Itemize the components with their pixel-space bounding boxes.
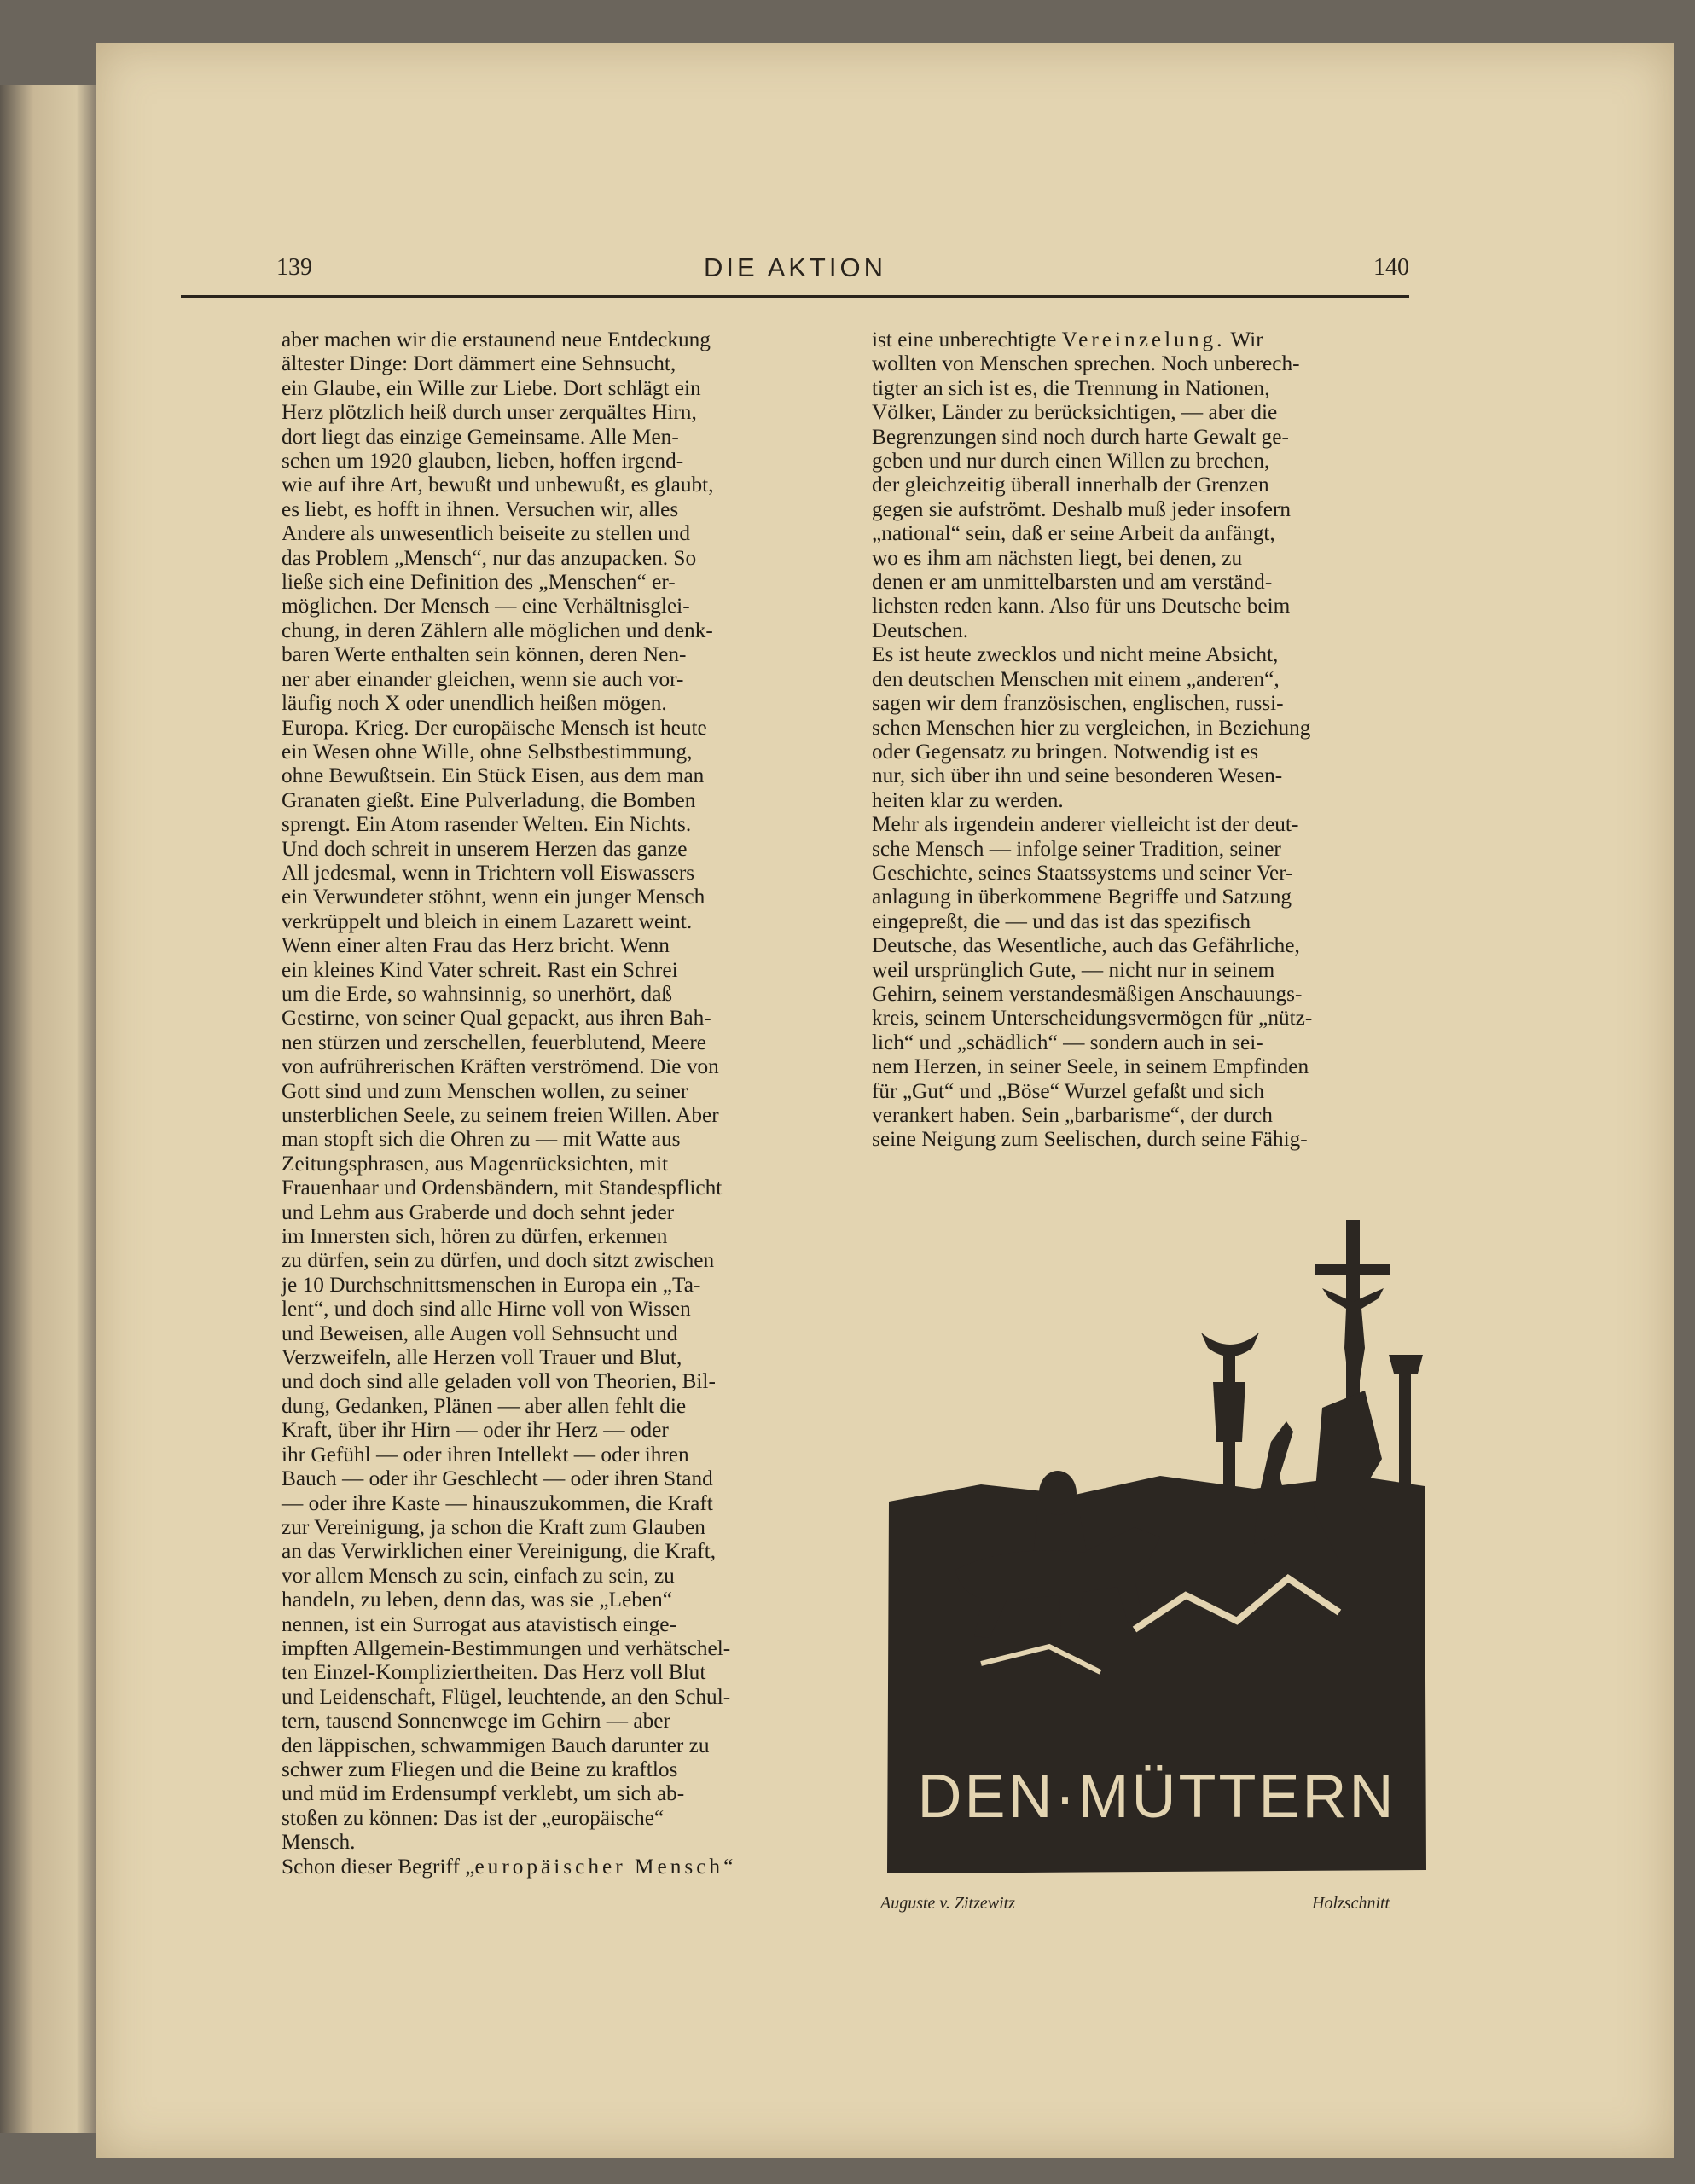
text-line: Herz plötzlich heiß durch unser zerquältes Hirn,	[282, 400, 697, 425]
text-line: von aufrührerischen Kräften verströmend. Die von	[282, 1054, 719, 1079]
header-rule	[181, 295, 1409, 298]
text-line: vor allem Mensch zu sein, einfach zu sein, zu	[282, 1563, 675, 1588]
text-line: ohne Bewußtsein. Ein Stück Eisen, aus dem man	[282, 764, 705, 788]
text-line: nennen, ist ein Surrogat aus atavistisch einge-	[282, 1612, 676, 1636]
page-header	[181, 254, 1409, 293]
text-line: lichsten reden kann. Also für uns Deutsche beim	[872, 594, 1291, 619]
text-line: tigter an sich ist es, die Trennung in Nationen,	[872, 375, 1270, 400]
text-line: nem Herzen, in seiner Seele, in seinem Empfinden	[872, 1054, 1309, 1079]
text-line: Bauch — oder ihr Geschlecht — oder ihren Stand	[282, 1467, 713, 1491]
text-line: ist eine unberechtigte Vereinzelung. Wir	[872, 328, 1263, 351]
text-line: Wenn einer alten Frau das Herz bricht. Wenn	[282, 933, 670, 958]
text-line: schen um 1920 glauben, lieben, hoffen irgend-	[282, 449, 684, 473]
text-line: Mehr als irgendein anderer vielleicht ist der deut-	[872, 812, 1299, 837]
woodcut-illustration	[879, 1220, 1433, 1885]
adjacent-page-edge	[0, 85, 96, 2133]
text-line: eingepreßt, die — und das ist das spezifisch	[872, 909, 1251, 933]
text-line: Geschichte, seines Staatssystems und seiner Ver-	[872, 860, 1293, 885]
text-line: stoßen zu können: Das ist der „europäische“	[282, 1805, 665, 1830]
text-line: wollten von Menschen sprechen. Noch unberech-	[872, 351, 1300, 376]
text-line: ihr Gefühl — oder ihren Intellekt — oder ihren	[282, 1442, 689, 1467]
text-line: wo es ihm am nächsten liegt, bei denen, zu	[872, 545, 1243, 570]
text-line: unsterblichen Seele, zu seinem freien Willen. Aber	[282, 1103, 719, 1127]
text-line: kreis, seinem Unterscheidungsvermögen für „nütz-	[872, 1006, 1313, 1031]
text-line: Gestirne, von seiner Qual gepackt, aus ihren Bah-	[282, 1006, 711, 1031]
text-line: der gleichzeitig überall innerhalb der Grenzen	[872, 473, 1269, 497]
text-line: geben und nur durch einen Willen zu brechen,	[872, 449, 1270, 473]
text-line: Kraft, über ihr Hirn — oder ihr Herz — oder	[282, 1418, 669, 1443]
text-line: Es ist heute zwecklos und nicht meine Absicht,	[872, 642, 1279, 667]
running-title: DIE AKTION	[704, 253, 886, 282]
text-line: Verzweifeln, alle Herzen voll Trauer und Blut,	[282, 1345, 682, 1370]
text-line: nen stürzen und zerschellen, feuerblutend, Meere	[282, 1030, 706, 1054]
text-line: sagen wir dem französischen, englischen, russi-	[872, 691, 1284, 716]
text-line: denen er am unmittelbarsten und am verständ-	[872, 570, 1273, 595]
text-line: zur Vereinigung, ja schon die Kraft zum Glauben	[282, 1514, 705, 1539]
text-line: im Innersten sich, hören zu dürfen, erkennen	[282, 1224, 668, 1249]
text-line: ältester Dinge: Dort dämmert eine Sehnsucht,	[282, 351, 676, 376]
text-line: Andere als unwesentlich beiseite zu stellen und	[282, 521, 691, 546]
text-line: man stopft sich die Ohren zu — mit Watte aus	[282, 1127, 681, 1152]
text-line: ten Einzel-Kompliziertheiten. Das Herz voll Blut	[282, 1660, 706, 1685]
text-line: Gott sind und zum Menschen wollen, zu seiner	[282, 1078, 688, 1103]
page-number-left: 139	[276, 254, 312, 281]
text-line: nur, sich über ihn und seine besonderen Wesen-	[872, 764, 1283, 788]
text-line: oder Gegensatz zu bringen. Notwendig ist es	[872, 739, 1259, 764]
text-line: Schon dieser Begriff „europäischer Mensch“	[282, 1854, 734, 1879]
text-line: zu dürfen, sein zu dürfen, und doch sitzt zwischen	[282, 1248, 715, 1273]
text-line: Europa. Krieg. Der europäische Mensch ist heute	[282, 715, 707, 740]
text-line: seine Neigung zum Seelischen, durch seine Fähig-	[872, 1127, 1308, 1152]
text-line: den läppischen, schwammigen Bauch darunter zu	[282, 1733, 710, 1757]
text-line: tern, tausend Sonnenwege im Gehirn — aber	[282, 1709, 670, 1734]
text-line: schwer zum Fliegen und die Beine zu kraftlos	[282, 1757, 678, 1781]
text-line: lich“ und „schädlich“ — sondern auch in sei-	[872, 1030, 1263, 1054]
text-line: „national“ sein, daß er seine Arbeit da anfängt,	[872, 521, 1275, 546]
text-line: lent“, und doch sind alle Hirne voll von Wissen	[282, 1297, 691, 1321]
text-line: All jedesmal, wenn in Trichtern voll Eiswassers	[282, 860, 695, 885]
text-line: ein kleines Kind Vater schreit. Rast ein Schrei	[282, 957, 678, 982]
text-line: ner aber einander gleichen, wenn sie auch vor-	[282, 666, 684, 691]
text-line: Mensch.	[282, 1830, 356, 1855]
text-line: Zeitungsphrasen, aus Magenrücksichten, mit	[282, 1151, 669, 1176]
text-line: und Beweisen, alle Augen voll Sehnsucht und	[282, 1321, 678, 1345]
text-line: wie auf ihre Art, bewußt und unbewußt, es glaubt,	[282, 473, 714, 497]
text-line: sche Mensch — infolge seiner Tradition, seiner	[872, 836, 1281, 861]
text-line: verankert haben. Sein „barbarisme“, der durch	[872, 1103, 1273, 1127]
text-line: es liebt, es hofft in ihnen. Versuchen wir, alles	[282, 497, 679, 521]
text-line: Völker, Länder zu berücksichtigen, — aber die	[872, 400, 1278, 425]
woodcut-inscription: DEN·MÜTTERN	[917, 1763, 1396, 1831]
text-line: ein Verwundeter stöhnt, wenn ein junger Mensch	[282, 885, 705, 909]
text-line: ließe sich eine Definition des „Menschen“ er-	[282, 570, 676, 595]
text-line: aber machen wir die erstaunend neue Entdeckung	[282, 328, 711, 351]
text-line: und doch sind alle geladen voll von Theorien, Bil-	[282, 1369, 716, 1394]
text-line: und müd im Erdensumpf verklebt, um sich ab-	[282, 1781, 685, 1806]
text-line: und Leidenschaft, Flügel, leuchtende, an den Schul-	[282, 1684, 731, 1709]
text-line: sprengt. Ein Atom rasender Welten. Ein Nichts.	[282, 812, 692, 837]
text-line: Deutschen.	[872, 618, 969, 642]
text-line: dung, Gedanken, Plänen — aber allen fehlt die	[282, 1393, 687, 1418]
text-line: an das Verwirklichen einer Vereinigung, die Kraft,	[282, 1539, 717, 1564]
text-line: je 10 Durchschnittsmenschen in Europa ein „Ta-	[282, 1272, 701, 1297]
text-line: chung, in deren Zählern alle möglichen und denk-	[282, 618, 713, 642]
text-line: heiten klar zu werden.	[872, 787, 1064, 812]
text-line: Begrenzungen sind noch durch harte Gewalt ge-	[872, 424, 1289, 449]
left-text-column	[282, 328, 829, 1879]
page-number-right: 140	[1373, 254, 1409, 281]
text-line: das Problem „Mensch“, nur das anzupacken. So	[282, 545, 697, 570]
text-line: Frauenhaar und Ordensbändern, mit Standespflicht	[282, 1176, 723, 1200]
text-line: den deutschen Menschen mit einem „anderen“,	[872, 666, 1280, 691]
text-line: handeln, zu leben, denn das, was sie „Leben“	[282, 1588, 672, 1612]
text-line: weil ursprünglich Gute, — nicht nur in seinem	[872, 957, 1275, 982]
text-line: baren Werte enthalten sein können, deren Nen-	[282, 642, 687, 667]
text-line: Und doch schreit in unserem Herzen das ganze	[282, 836, 688, 861]
text-line: Granaten gießt. Eine Pulverladung, die Bomben	[282, 787, 696, 812]
text-line: läufig noch X oder unendlich heißen mögen.	[282, 691, 667, 716]
text-line: möglichen. Der Mensch — eine Verhältnisglei-	[282, 594, 690, 619]
text-line: Gehirn, seinem verstandesmäßigen Anschauungs-	[872, 981, 1303, 1006]
text-line: und Lehm aus Graberde und doch sehnt jeder	[282, 1199, 675, 1224]
right-text-column	[872, 328, 1419, 1152]
text-line: — oder ihre Kaste — hinauszukommen, die Kraft	[282, 1490, 713, 1515]
text-line: ein Glaube, ein Wille zur Liebe. Dort schlägt ein	[282, 375, 701, 400]
text-line: anlagung in überkommene Begriffe und Satzung	[872, 885, 1292, 909]
woodcut-technique-caption: Holzschnitt	[1312, 1894, 1390, 1913]
text-line: Deutsche, das Wesentliche, auch das Gefährliche,	[872, 933, 1300, 958]
text-line: für „Gut“ und „Böse“ Wurzel gefaßt und sich	[872, 1078, 1265, 1103]
text-line: impften Allgemein-Bestimmungen und verhätschel-	[282, 1635, 731, 1660]
text-line: um die Erde, so wahnsinnig, so unerhört, daß	[282, 981, 673, 1006]
text-line: dort liegt das einzige Gemeinsame. Alle Men-	[282, 424, 679, 449]
text-line: schen Menschen hier zu vergleichen, in Beziehung	[872, 715, 1311, 740]
woodcut-artist-caption: Auguste v. Zitzewitz	[880, 1894, 1015, 1913]
text-line: gegen sie aufströmt. Deshalb muß jeder insofern	[872, 497, 1292, 521]
text-line: ein Wesen ohne Wille, ohne Selbstbestimmung,	[282, 739, 693, 764]
woodcut-crucifixion-scene	[879, 1220, 1433, 1885]
text-line: verkrüppelt und bleich in einem Lazarett weint.	[282, 909, 693, 933]
